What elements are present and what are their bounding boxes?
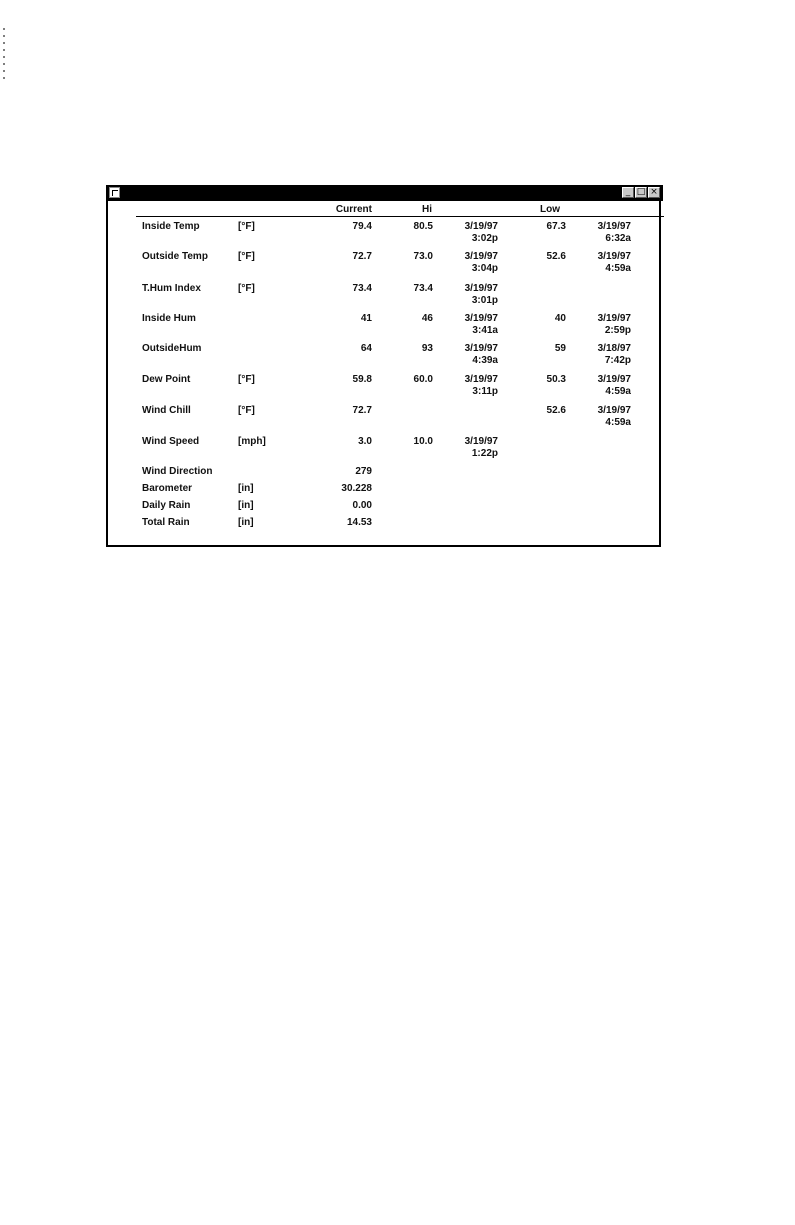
hi-time: 3:41a [472, 325, 498, 336]
low-value: 52.6 [546, 405, 566, 416]
hi-value: 80.5 [413, 221, 433, 232]
low-value: 59 [554, 343, 566, 354]
low-date: 3/19/97 [597, 374, 631, 385]
current-value: 59.8 [352, 374, 372, 385]
low-timestamp [586, 374, 631, 398]
row-unit: [°F] [238, 251, 255, 262]
hi-time: 3:02p [471, 233, 498, 244]
hi-date: 3/19/97 [464, 343, 498, 354]
low-date: 3/19/97 [597, 405, 631, 416]
row-label: Barometer [142, 483, 193, 494]
current-value: 279 [355, 466, 372, 477]
low-date: 3/19/97 [597, 313, 631, 324]
maximize-button[interactable]: □ [636, 187, 646, 197]
low-time: 2:59p [604, 325, 631, 336]
row-unit: [°F] [238, 283, 255, 294]
hi-time: 4:39a [472, 355, 498, 366]
hi-time: 1:22p [471, 448, 498, 459]
current-value: 14.53 [346, 517, 372, 528]
hi-value: 60.0 [413, 374, 433, 385]
row-unit: [mph] [238, 436, 266, 447]
current-value: 64 [360, 343, 372, 354]
row-label: Total Rain [142, 517, 190, 528]
hi-timestamp [453, 343, 498, 367]
weather-summary-window [106, 185, 661, 547]
row-label: T.Hum Index [142, 283, 201, 294]
minimize-button[interactable]: _ [622, 187, 634, 198]
header-divider [136, 216, 664, 217]
row-unit: [in] [238, 483, 254, 494]
hi-time: 3:04p [471, 263, 498, 274]
low-time: 6:32a [605, 233, 631, 244]
hi-date: 3/19/97 [464, 436, 498, 447]
row-label: Wind Direction [142, 466, 213, 477]
row-label: Wind Chill [142, 405, 191, 416]
row-unit: [°F] [238, 374, 255, 385]
row-label: OutsideHum [142, 343, 202, 354]
column-header-hi: Hi [422, 204, 432, 215]
row-unit: [°F] [238, 221, 255, 232]
low-time: 4:59a [605, 263, 631, 274]
title-bar[interactable] [106, 185, 663, 201]
hi-date: 3/19/97 [464, 374, 498, 385]
hi-value: 73.0 [413, 251, 433, 262]
hi-timestamp [453, 374, 498, 398]
hi-date: 3/19/97 [464, 313, 498, 324]
current-value: 72.7 [352, 251, 372, 262]
current-value: 41 [360, 313, 372, 324]
row-label: Inside Hum [142, 313, 196, 324]
row-unit: [°F] [238, 405, 255, 416]
row-unit: [in] [238, 500, 254, 511]
low-time: 4:59a [605, 386, 631, 397]
hi-timestamp [453, 251, 498, 275]
hi-timestamp [453, 283, 498, 307]
current-value: 0.00 [352, 500, 372, 511]
hi-date: 3/19/97 [464, 283, 498, 294]
low-timestamp [586, 313, 631, 337]
low-value: 67.3 [546, 221, 566, 232]
hi-value: 46 [421, 313, 433, 324]
hi-date: 3/19/97 [464, 251, 498, 262]
current-value: 79.4 [352, 221, 372, 232]
current-value: 73.4 [352, 283, 372, 294]
column-header-current: Current [335, 204, 372, 215]
system-menu-icon[interactable] [109, 187, 120, 198]
current-value: 3.0 [358, 436, 372, 447]
low-value: 50.3 [546, 374, 566, 385]
hi-time: 3:01p [471, 295, 498, 306]
close-button[interactable]: × [648, 187, 660, 198]
hi-value: 10.0 [413, 436, 433, 447]
low-timestamp [586, 343, 631, 367]
low-date: 3/18/97 [597, 343, 631, 354]
row-unit: [in] [238, 517, 254, 528]
hi-value: 73.4 [413, 283, 433, 294]
low-timestamp [586, 405, 631, 429]
low-value: 52.6 [546, 251, 566, 262]
row-label: Dew Point [142, 374, 191, 385]
row-label: Inside Temp [142, 221, 200, 232]
low-date: 3/19/97 [597, 251, 631, 262]
low-time: 4:59a [605, 417, 631, 428]
low-date: 3/19/97 [597, 221, 631, 232]
hi-value: 93 [421, 343, 433, 354]
hi-time: 3:11p [472, 386, 498, 397]
margin-dots [3, 28, 9, 84]
row-label: Daily Rain [142, 500, 191, 511]
low-timestamp [586, 251, 631, 275]
current-value: 30.228 [341, 483, 372, 494]
row-label: Outside Temp [142, 251, 208, 262]
hi-timestamp [453, 221, 498, 245]
hi-timestamp [453, 313, 498, 337]
hi-date: 3/19/97 [464, 221, 498, 232]
current-value: 72.7 [352, 405, 372, 416]
hi-timestamp [453, 436, 498, 460]
low-timestamp [586, 221, 631, 245]
row-label: Wind Speed [142, 436, 200, 447]
low-value: 40 [554, 313, 566, 324]
low-time: 7:42p [604, 355, 631, 366]
column-header-low: Low [540, 204, 560, 215]
